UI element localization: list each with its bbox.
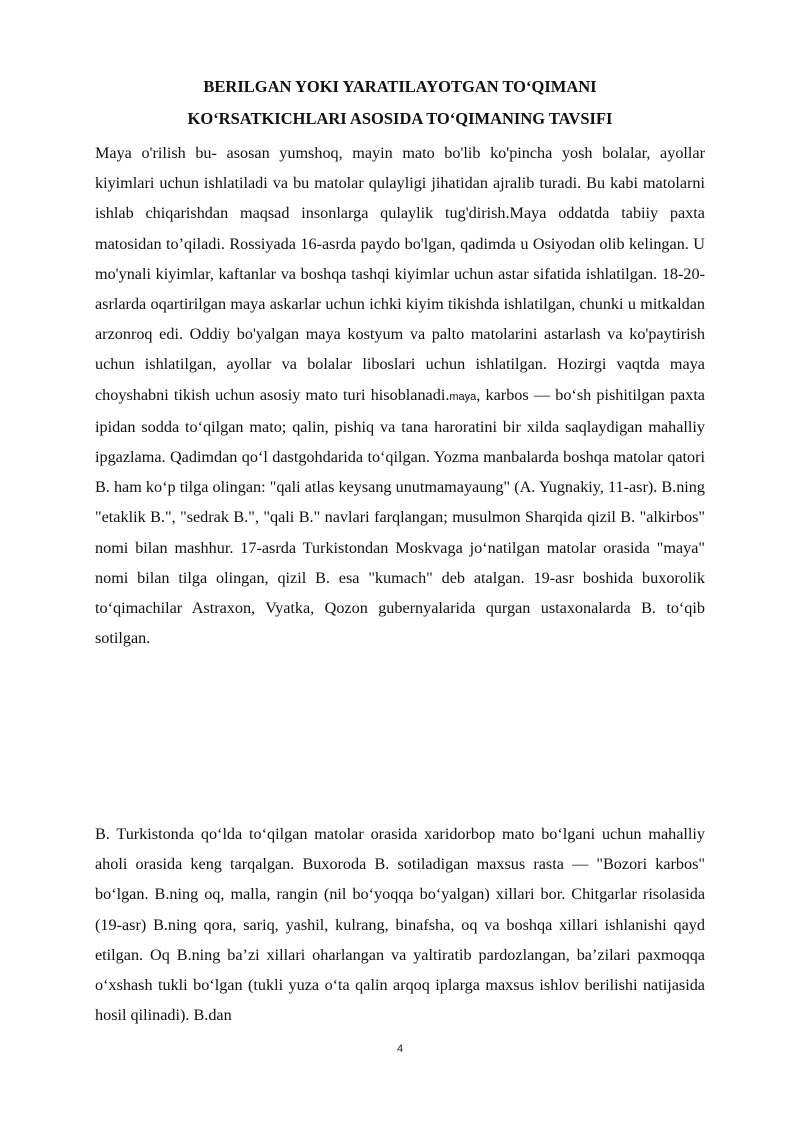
paragraph-maya — [95, 138, 705, 653]
paragraph-karbos: B. Turkistonda qo‘lda to‘qilgan matolar orasida xaridorbop mato bo‘lgani uchun mahalliy aholi orasida keng tarqalgan. Buxoroda B. sotiladigan maxsus rasta — "Bozori karbos" bo‘lgan. B.ning oq, malla, rangin (nil bo‘yoqqa bo‘yalgan) xillari bor. Chitgarlar risolasida (19-asr) B.ning qora, sariq, yashil, kulrang, binafsha, oq va boshqa xillari ishlanishi qayd etilgan. Oq B.ning ba’zi xillari oharlangan va yaltiratib pardozlangan, ba’zilari paxmoqqa o‘xshash tukli bo‘lgan (tukli yuza o‘ta qalin arqoq iplarga maxsus ishlov berilishi natijasida hosil qilinadi). B.dan — [95, 825, 705, 1025]
document-title-line-2: KO‘RSATKICHLARI ASOSIDA TO‘QIMANING TAVSIFI — [187, 109, 613, 128]
paragraph-maya-text-part-2: , karbos — bo‘sh pishitilgan paxta ipidan sodda to‘qilgan mato; qalin, pishiq va tana haroratini bir xilda saqlaydigan mahalliy ipgazlama. Qadimdan qo‘l dastgohdarida to‘qilgan. Yozma manbalarda boshqa matolar qatori B. ham ko‘p tilga olingan: "qali atlas keysang unutmamayaung" (A. Yugnakiy, 11-asr). B.ning "etaklik B.", "sedrak B.", "qali B." navlari farqlangan; musulmon Sharqida qizil B. "alkirbos" nomi bilan mashhur. 17-asrda Turkistondan Moskvaga jo‘natilgan matolar orasida "maya" nomi bilan tilga olingan, qizil B. esa "kumach" deb atalgan. 19-asr boshida buxorolik to‘qimachilar Astraxon, Vyatka, Qozon gubernyalarida qurgan ustaxonalarda B. to‘qib sotilgan. — [95, 385, 705, 648]
page-number: 4 — [396, 1043, 404, 1055]
paragraph-maya-inline-word: maya — [449, 390, 477, 403]
paragraph-maya-text-part-1: Maya o'rilish bu- asosan yumshoq, mayin mato bo'lib ko'pincha yosh bolalar, ayollar kiyimlari uchun ishlatiladi va bu matolar qulayligi jihatidan ajralib turadi. Bu kabi matolarni ishlab chiqarishdan maqsad insonlarga qulaylik tug'dirish.Maya oddatda tabiiy paxta matosidan to’qiladi. Rossiyada 16-asrda paydo bo'lgan, qadimda u Osiyodan olib kelingan. U mo'ynali kiyimlar, kaftanlar va boshqa tashqi kiyimlar uchun astar sifatida ishlatilgan. 18-20-asrlarda oqartirilgan maya askarlar uchun ichki kiyim tikishda ishlatilgan, chunki u mitkaldan arzonroq edi. Oddiy bo'yalgan maya kostyum va palto matolarini astarlash va ko'paytirish uchun ishlatilgan, ayollar va bolalar liboslari uchun ishlatilgan. Hozirgi vaqtda maya choyshabni tikish uchun asosiy mato turi hisoblanadi. — [95, 144, 705, 404]
document-title-line-1: BERILGAN YOKI YARATILAYOTGAN TO‘QIMANI — [203, 77, 597, 96]
